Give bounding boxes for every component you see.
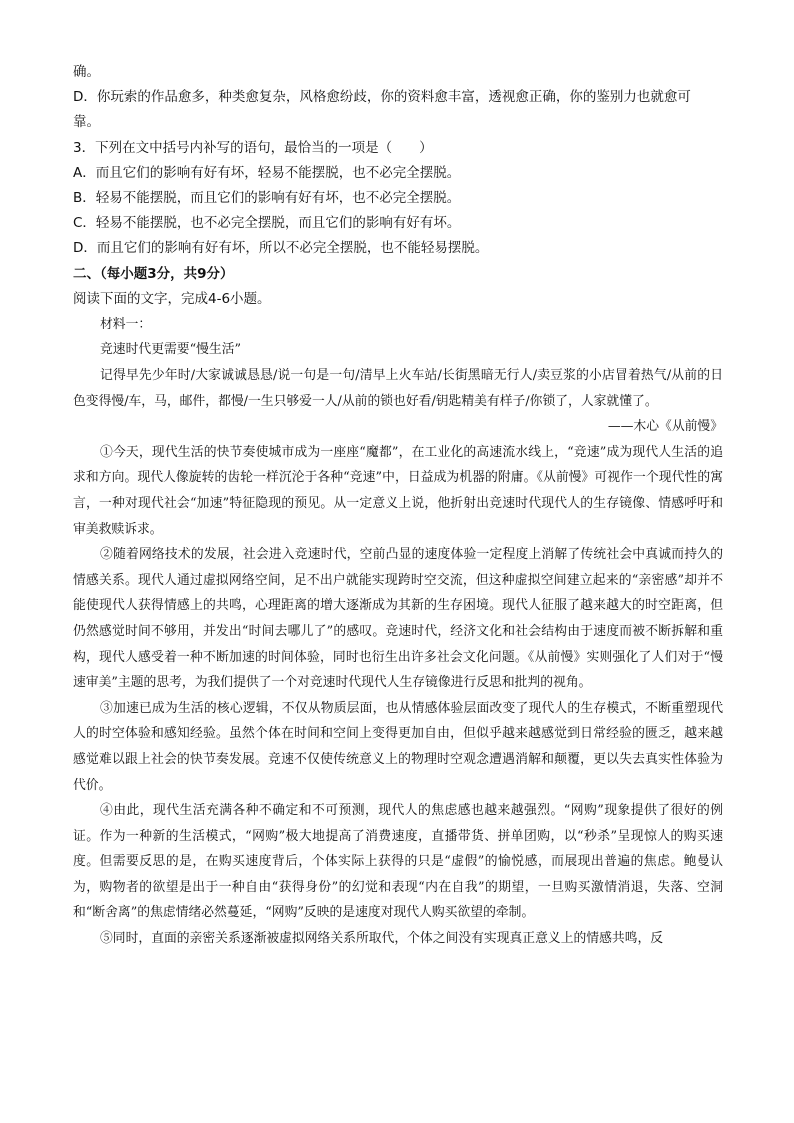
question-3: 3．下列在文中括号内补写的语句，最恰当的一项是（ ）: [73, 139, 433, 156]
material-title: 竞速时代更需要“慢生活”: [100, 342, 242, 358]
poem-quote: 记得早先少年时/大家诚诚恳恳/说一句是一句/清早上火车站/长街黑暗无行人/卖豆浆的小店冒着热气/从前的日色变得慢/车，马，邮件，都慢/一生只够爱一人/从前的锁也好看/钥匙精美有样子/你锁了，人家就懂了。: [73, 368, 723, 409]
section-heading: 二、（每小题3分，共9分）: [73, 265, 234, 282]
option-b: B．轻易不能摆脱，而且它们的影响有好有坏，也不必完全摆脱。: [73, 190, 461, 207]
text-line: 确。: [73, 64, 100, 80]
paragraph-1: ①今天，现代生活的快节奏使城市成为一座座“魔都”，在工业化的高速流水线上，“竞速”成为现代人生活的追求和方向。现代人像旋转的齿轮一样沉沦于各种“竞速”中，日益成为机器的附庸。《从前慢》可视作一个现代性的寓言，一种对现代社会“加速”特征隐现的预见。从一定意义上说，他折射出竞速时代现代人的生存镜像、情感呼吁和审美救赎诉求。: [73, 444, 723, 537]
option-c: C．轻易不能摆脱，也不必完全摆脱，而且它们的影响有好有坏。: [73, 215, 461, 232]
paragraph-2: ②随着网络技术的发展，社会进入竞速时代，空前凸显的速度体验一定程度上消解了传统社会中真诚而持久的情感关系。现代人通过虚拟网络空间，足不出户就能实现跨时空交流，但这种虚拟空间建立起来的“亲密感”却并不能使现代人获得情感上的共鸣，心理距离的增大逐渐成为其新的生存困境。现代人征服了越来越大的时空距离，但仍然感觉时间不够用，并发出“时间去哪儿了”的感叹。竞速时代，经济文化和社会结构由于速度而被不断拆解和重构，现代人感受着一种不断加速的时间体验，同时也衍生出许多社会文化问题。《从前慢》实则强化了人们对于“慢速审美”主题的思考，为我们提供了一个对竞速时代现代人生存镜像进行反思和批判的视角。: [73, 547, 723, 691]
paragraph-3: ③加速已成为生活的核心逻辑，不仅从物质层面，也从情感体验层面改变了现代人的生存模式，不断重塑现代人的时空体验和感知经验。虽然个体在时间和空间上变得更加自由，但似乎越来越感觉到日常经验的匮乏，越来越感觉难以跟上社会的快节奏发展。竞速不仅使传统意义上的物理时空观念遭遇消解和颠覆，更以失去真实性体验为代价。: [73, 700, 723, 793]
paragraph-4: ④由此，现代生活充满各种不确定和不可预测，现代人的焦虑感也越来越强烈。“网购”现象提供了很好的例证。作为一种新的生活模式，“网购”极大地提高了消费速度，直播带货、拼单团购，以“秒杀”呈现惊人的购买速度。但需要反思的是，在购买速度背后，个体实际上获得的只是“虚假”的愉悦感，而展现出普遍的焦虑。鲍曼认为，购物者的欲望是出于一种自由“获得身份”的幻觉和表现“内在自我”的期望，一旦购买激情消退，失落、空洞和“断舍离”的焦虑情绪必然蔓延，“网购”反映的是速度对现代人购买欲望的牵制。: [73, 803, 723, 921]
document-page: [73, 60, 723, 952]
reading-material: [73, 312, 723, 952]
option-d-line: D．你玩索的作品愈多，种类愈复杂，风格愈纷歧，你的资料愈丰富，透视愈正确，你的鉴别力也就愈可: [73, 89, 691, 106]
paragraph-5: ⑤同时，直面的亲密关系逐渐被虚拟网络关系所取代，个体之间没有实现真正意义上的情感共鸣，反: [100, 931, 664, 947]
text-line: 靠。: [73, 114, 100, 131]
option-d: D．而且它们的影响有好有坏，所以不必完全摆脱，也不能轻易摆脱。: [73, 240, 489, 257]
poem-attribution: ——木心《从前慢》: [607, 419, 723, 435]
option-a: A．而且它们的影响有好有坏，轻易不能摆脱，也不必完全摆脱。: [73, 164, 461, 181]
material-label: 材料一：: [100, 316, 152, 332]
reading-instruction: 阅读下面的文字，完成4-6小题。: [73, 290, 271, 307]
